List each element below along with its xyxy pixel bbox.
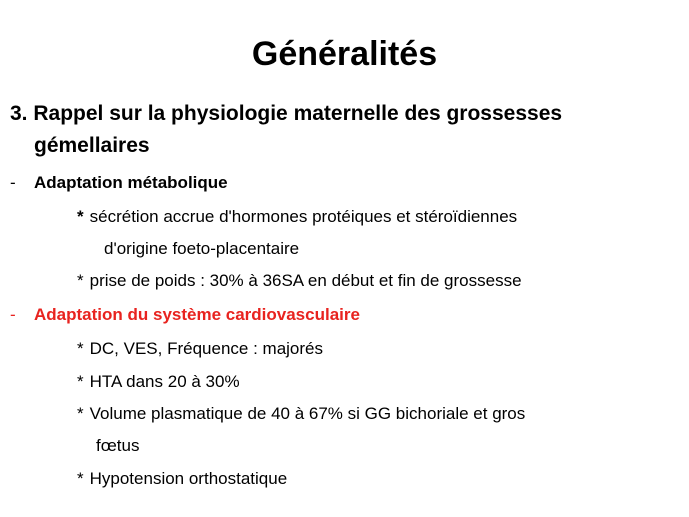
list-item-text: Hypotension orthostatique bbox=[89, 469, 288, 488]
section-label: Adaptation du système cardiovasculaire bbox=[34, 305, 360, 324]
list-item-text: fœtus bbox=[96, 436, 140, 455]
section-dash: - bbox=[10, 305, 16, 324]
section-cardiovascular-heading bbox=[10, 304, 360, 326]
bullet-mark: * bbox=[77, 469, 84, 488]
bullet-mark: * bbox=[77, 404, 84, 423]
section-metabolic-heading bbox=[10, 172, 228, 194]
section-label: Adaptation métabolique bbox=[34, 173, 228, 192]
list-item-continuation bbox=[104, 238, 299, 260]
list-item bbox=[77, 403, 525, 425]
list-item bbox=[77, 206, 517, 228]
bullet-mark: * bbox=[77, 271, 84, 290]
list-item-text: Volume plasmatique de 40 à 67% si GG bichoriale et gros bbox=[89, 404, 526, 423]
list-item-text: prise de poids : 30% à 36SA en début et fin de grossesse bbox=[89, 271, 522, 290]
list-item bbox=[77, 270, 522, 292]
bullet-mark: * bbox=[77, 372, 84, 391]
list-item-continuation bbox=[96, 435, 139, 457]
list-item bbox=[77, 338, 323, 360]
list-item bbox=[77, 468, 287, 490]
bullet-mark: * bbox=[77, 207, 84, 226]
bullet-mark: * bbox=[77, 339, 84, 358]
list-item-text: sécrétion accrue d'hormones protéiques et stéroïdiennes bbox=[89, 207, 518, 226]
list-item bbox=[77, 371, 240, 393]
list-item-text: DC, VES, Fréquence : majorés bbox=[89, 339, 323, 358]
heading-line-1: 3. Rappel sur la physiologie maternelle des grossesses bbox=[10, 102, 563, 125]
list-item-text: HTA dans 20 à 30% bbox=[89, 372, 240, 391]
slide-title: Généralités bbox=[251, 35, 438, 73]
heading-line-2: gémellaires bbox=[34, 134, 150, 157]
section-dash: - bbox=[10, 173, 16, 192]
list-item-text: d'origine foeto-placentaire bbox=[104, 239, 300, 258]
